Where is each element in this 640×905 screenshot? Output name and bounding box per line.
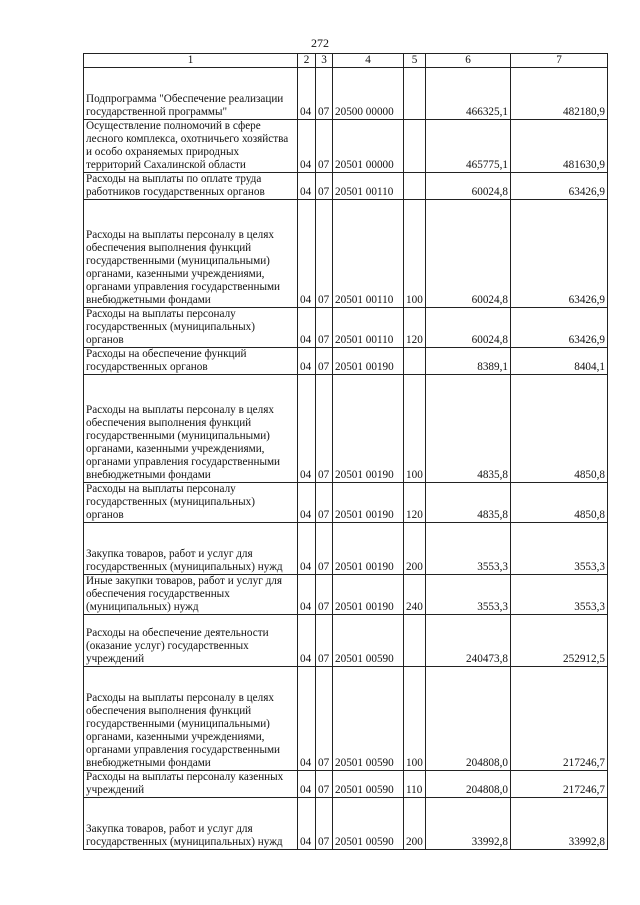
subsection-code-cell: 07 — [316, 523, 333, 575]
row-name-cell: Расходы на выплаты персоналу государственных (муниципальных) органов — [84, 483, 298, 523]
section-code-cell: 04 — [298, 120, 316, 173]
section-code-cell: 04 — [298, 771, 316, 798]
row-name-cell: Подпрограмма "Обеспечение реализации государственной программы" — [84, 68, 298, 120]
page-number: 272 — [311, 36, 329, 50]
subsection-code-cell: 07 — [316, 798, 333, 850]
amount-col6-cell: 60024,8 — [426, 200, 511, 308]
amount-col6-cell: 466325,1 — [426, 68, 511, 120]
amount-col7-cell: 63426,9 — [511, 200, 608, 308]
row-name-cell: Расходы на выплаты персоналу в целях обеспечения выполнения функций государственными (муниципальными) органами, казенными учреждениями, органами управления государственными внебюджетными фондами — [84, 667, 298, 771]
section-code-cell: 04 — [298, 200, 316, 308]
table-row — [84, 523, 608, 575]
table-row — [84, 667, 608, 771]
expense-type-cell: 100 — [404, 200, 426, 308]
table-row — [84, 68, 608, 120]
amount-col7-cell: 63426,9 — [511, 308, 608, 348]
amount-col7-cell: 3553,3 — [511, 523, 608, 575]
amount-col6-cell: 33992,8 — [426, 798, 511, 850]
amount-col6-cell: 465775,1 — [426, 120, 511, 173]
column-header: 4 — [333, 54, 404, 68]
row-name-cell: Осуществление полномочий в сфере лесного комплекса, охотничьего хозяйства и особо охраняемых природных территорий Сахалинской области — [84, 120, 298, 173]
amount-col6-cell: 240473,8 — [426, 615, 511, 667]
expense-type-cell: 200 — [404, 798, 426, 850]
expense-type-cell: 120 — [404, 308, 426, 348]
row-name-cell: Расходы на выплаты персоналу в целях обеспечения выполнения функций государственными (муниципальными) органами, казенными учреждениями, органами управления государственными внебюджетными фондами — [84, 375, 298, 483]
amount-col6-cell: 204808,0 — [426, 771, 511, 798]
amount-col7-cell: 3553,3 — [511, 575, 608, 615]
subsection-code-cell: 07 — [316, 483, 333, 523]
section-code-cell: 04 — [298, 308, 316, 348]
section-code-cell: 04 — [298, 667, 316, 771]
expense-type-cell — [404, 120, 426, 173]
subsection-code-cell: 07 — [316, 173, 333, 200]
table-row — [84, 120, 608, 173]
section-code-cell: 04 — [298, 798, 316, 850]
row-name-cell: Расходы на обеспечение функций государственных органов — [84, 348, 298, 375]
amount-col7-cell: 252912,5 — [511, 615, 608, 667]
amount-col6-cell: 204808,0 — [426, 667, 511, 771]
budget-table — [83, 53, 608, 850]
row-name-cell: Расходы на выплаты персоналу казенных учреждений — [84, 771, 298, 798]
target-article-cell: 20501 00590 — [333, 798, 404, 850]
subsection-code-cell: 07 — [316, 120, 333, 173]
target-article-cell: 20501 00190 — [333, 575, 404, 615]
target-article-cell: 20501 00590 — [333, 615, 404, 667]
target-article-cell: 20501 00190 — [333, 483, 404, 523]
column-header: 7 — [511, 54, 608, 68]
expense-type-cell: 200 — [404, 523, 426, 575]
row-name-cell: Закупка товаров, работ и услуг для государственных (муниципальных) нужд — [84, 798, 298, 850]
amount-col6-cell: 8389,1 — [426, 348, 511, 375]
table-row — [84, 575, 608, 615]
amount-col6-cell: 60024,8 — [426, 308, 511, 348]
column-header: 6 — [426, 54, 511, 68]
expense-type-cell: 110 — [404, 771, 426, 798]
target-article-cell: 20501 00110 — [333, 308, 404, 348]
section-code-cell: 04 — [298, 375, 316, 483]
section-code-cell: 04 — [298, 575, 316, 615]
section-code-cell: 04 — [298, 523, 316, 575]
column-header: 2 — [298, 54, 316, 68]
amount-col7-cell: 481630,9 — [511, 120, 608, 173]
expense-type-cell: 120 — [404, 483, 426, 523]
table-row — [84, 615, 608, 667]
amount-col6-cell: 3553,3 — [426, 575, 511, 615]
subsection-code-cell: 07 — [316, 615, 333, 667]
table-row — [84, 483, 608, 523]
subsection-code-cell: 07 — [316, 375, 333, 483]
amount-col7-cell: 4850,8 — [511, 483, 608, 523]
amount-col6-cell: 4835,8 — [426, 483, 511, 523]
subsection-code-cell: 07 — [316, 771, 333, 798]
section-code-cell: 04 — [298, 173, 316, 200]
expense-type-cell: 240 — [404, 575, 426, 615]
column-header: 1 — [84, 54, 298, 68]
row-name-cell: Иные закупки товаров, работ и услуг для обеспечения государственных (муниципальных) нужд — [84, 575, 298, 615]
expense-type-cell — [404, 173, 426, 200]
expense-type-cell: 100 — [404, 375, 426, 483]
amount-col6-cell: 3553,3 — [426, 523, 511, 575]
subsection-code-cell: 07 — [316, 667, 333, 771]
amount-col7-cell: 217246,7 — [511, 771, 608, 798]
row-name-cell: Расходы на выплаты персоналу в целях обеспечения выполнения функций государственными (муниципальными) органами, казенными учреждениями, органами управления государственными внебюджетными фондами — [84, 200, 298, 308]
table-row — [84, 173, 608, 200]
target-article-cell: 20501 00110 — [333, 173, 404, 200]
section-code-cell: 04 — [298, 68, 316, 120]
expense-type-cell — [404, 615, 426, 667]
table-row — [84, 348, 608, 375]
table-row — [84, 200, 608, 308]
target-article-cell: 20501 00590 — [333, 667, 404, 771]
expense-type-cell — [404, 348, 426, 375]
table-row — [84, 771, 608, 798]
subsection-code-cell: 07 — [316, 68, 333, 120]
subsection-code-cell: 07 — [316, 348, 333, 375]
amount-col6-cell: 60024,8 — [426, 173, 511, 200]
subsection-code-cell: 07 — [316, 308, 333, 348]
amount-col7-cell: 4850,8 — [511, 375, 608, 483]
subsection-code-cell: 07 — [316, 575, 333, 615]
target-article-cell: 20501 00190 — [333, 348, 404, 375]
table-body — [84, 68, 608, 850]
amount-col7-cell: 63426,9 — [511, 173, 608, 200]
target-article-cell: 20501 00190 — [333, 523, 404, 575]
amount-col7-cell: 482180,9 — [511, 68, 608, 120]
row-name-cell: Расходы на выплаты по оплате труда работников государственных органов — [84, 173, 298, 200]
table-row — [84, 798, 608, 850]
expense-type-cell: 100 — [404, 667, 426, 771]
amount-col7-cell: 8404,1 — [511, 348, 608, 375]
target-article-cell: 20501 00190 — [333, 375, 404, 483]
amount-col7-cell: 217246,7 — [511, 667, 608, 771]
column-header: 3 — [316, 54, 333, 68]
section-code-cell: 04 — [298, 483, 316, 523]
amount-col7-cell: 33992,8 — [511, 798, 608, 850]
header-row — [84, 54, 608, 68]
amount-col6-cell: 4835,8 — [426, 375, 511, 483]
table-row — [84, 375, 608, 483]
expense-type-cell — [404, 68, 426, 120]
column-header: 5 — [404, 54, 426, 68]
row-name-cell: Расходы на выплаты персоналу государственных (муниципальных) органов — [84, 308, 298, 348]
target-article-cell: 20501 00000 — [333, 120, 404, 173]
section-code-cell: 04 — [298, 615, 316, 667]
row-name-cell: Расходы на обеспечение деятельности (оказание услуг) государственных учреждений — [84, 615, 298, 667]
table-row — [84, 308, 608, 348]
row-name-cell: Закупка товаров, работ и услуг для государственных (муниципальных) нужд — [84, 523, 298, 575]
target-article-cell: 20501 00590 — [333, 771, 404, 798]
section-code-cell: 04 — [298, 348, 316, 375]
subsection-code-cell: 07 — [316, 200, 333, 308]
target-article-cell: 20500 00000 — [333, 68, 404, 120]
target-article-cell: 20501 00110 — [333, 200, 404, 308]
